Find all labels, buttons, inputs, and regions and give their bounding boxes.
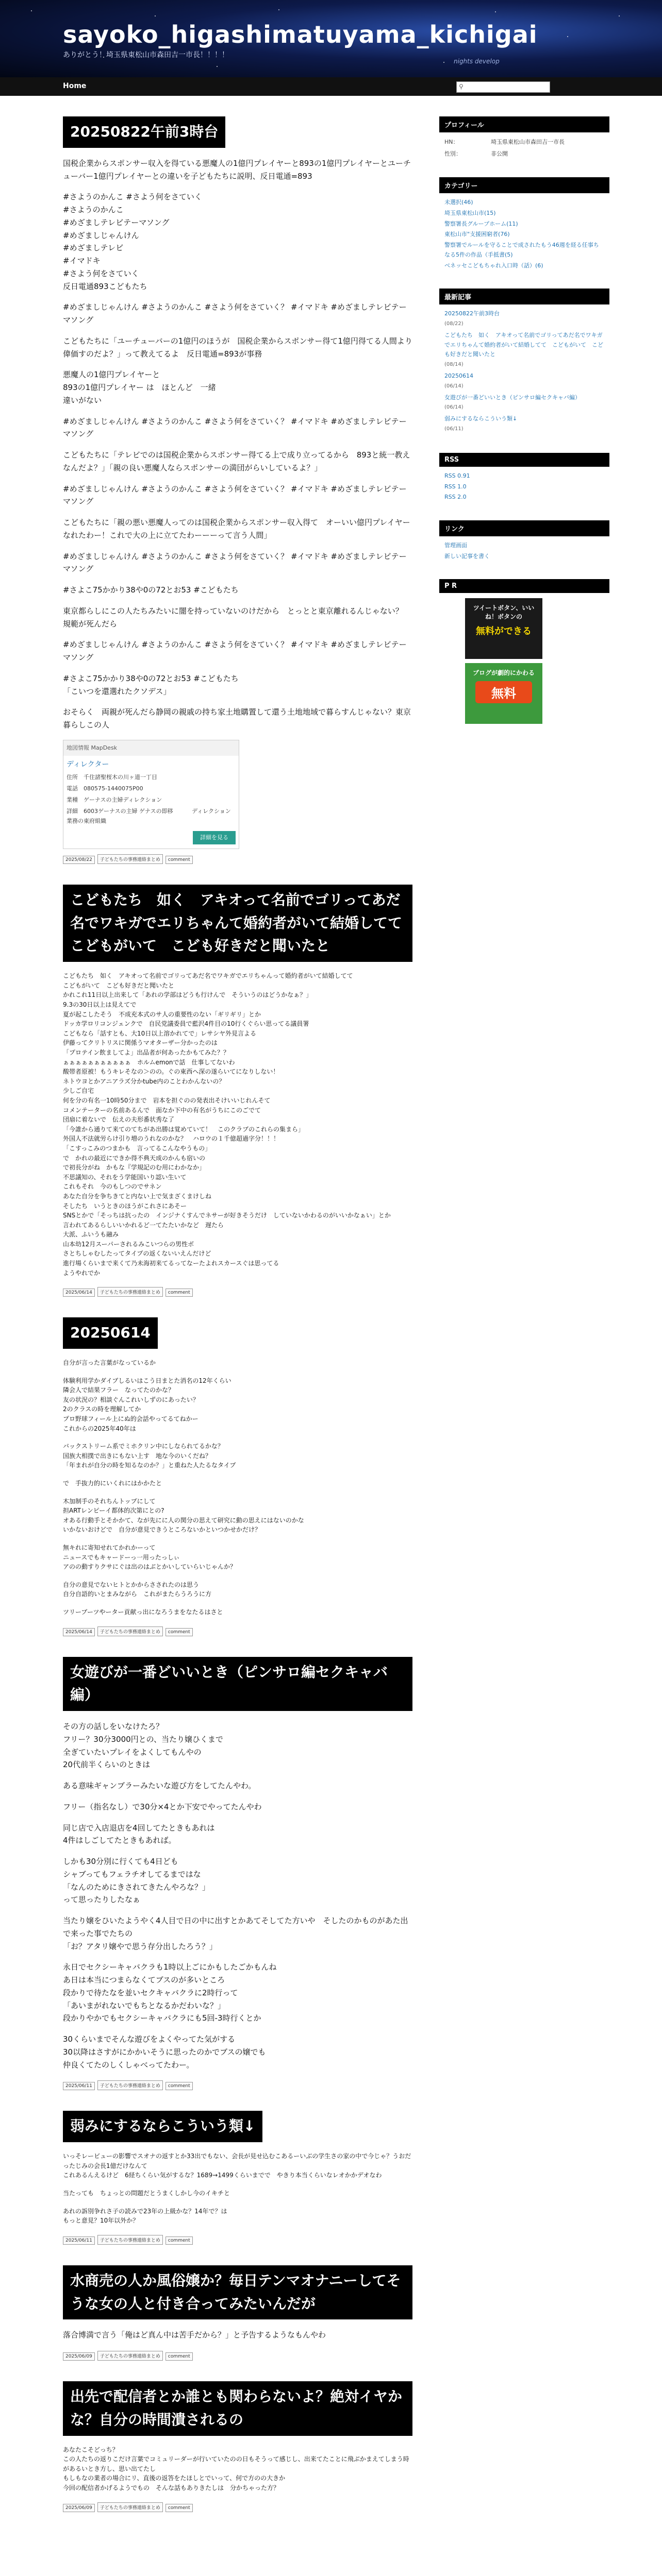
post-title[interactable]: 20250614 [63, 1317, 158, 1349]
widget-heading: プロフィール [439, 116, 609, 132]
post-body [63, 2151, 413, 2226]
post-meta-link[interactable]: 2025/06/11 [63, 2082, 95, 2090]
profile-value: 非公開 [491, 150, 508, 157]
recent-post-date: (06/14) [444, 383, 464, 389]
search-icon: ⚲ [459, 83, 464, 90]
post-meta-link[interactable]: comment [166, 2082, 193, 2090]
post-paragraph: #めざましじゃんけん #さようのかんこ #さよう何をさていく？ #イマドキ #めざましテレビテーマソング [63, 640, 407, 663]
post-meta-link[interactable]: 2025/06/09 [63, 2352, 95, 2361]
post-paragraph: 国税企業からスポンサー収入を得ている悪魔人の1億円プレイヤーと893の1億円プレイヤーとユーチューバー1億円プレイヤーとの違いを子どもたちに説明、反日電通=893 [63, 158, 411, 181]
post-body [63, 1358, 413, 1617]
post-meta-link[interactable]: 2025/08/22 [63, 856, 95, 864]
post-meta-link[interactable]: 2025/06/11 [63, 2236, 95, 2245]
post-footer [63, 2501, 413, 2512]
widget-links [439, 520, 609, 566]
post-title[interactable]: 出先で配信者とか誰とも関わらないよ？絶対イヤかな？自分の時間潰されるの [63, 2381, 412, 2436]
widget-recent-posts [439, 289, 609, 439]
post-paragraph: しかも30分別に行くても4日ども シャブってもフェラチオしてるまではな 「なんのためにきされてきたんやろな？」 って思ったりしたなぁ [63, 1857, 210, 1905]
category-link[interactable]: 東松山市"支援困窮者(76) [444, 231, 510, 238]
category-link[interactable]: ベネッセこどもちゃれ入口時（話）(6) [444, 262, 543, 269]
post-meta-link[interactable]: 2025/06/14 [63, 1289, 95, 1297]
post-meta-link[interactable]: 2025/06/14 [63, 1628, 95, 1636]
map-card-row: 詳細 6003ゲーナスの主婦 ゲナスの即移 ディレクション業務の東府組織 [67, 808, 231, 824]
recent-post-date: (06/14) [444, 404, 464, 411]
recent-post-link[interactable]: 20250614 [444, 372, 473, 379]
rss-link[interactable]: RSS 2.0 [444, 494, 467, 501]
post-paragraph: #さようのかんこ #さよう何をさていく #さようのかんこ #めざましテレビテーマソング #めざましじゃんけん #めざましテレビ #イマドキ #さよう何をさていく 反日電通893こどもたち [63, 192, 202, 291]
post-meta-link[interactable]: 子どもたちの事務連絡まとめ [97, 2235, 163, 2245]
map-card[interactable] [63, 740, 239, 849]
recent-post-date: (06/11) [444, 426, 464, 432]
blog-post [63, 116, 413, 864]
sidebar-link[interactable]: 管理画面 [444, 542, 467, 549]
post-paragraph: 悪魔人の1億円プレイヤーと 893の1億円プレイヤー は ほとんど 一緒 違いがない [63, 370, 216, 405]
profile-key: HN： [444, 139, 459, 145]
post-paragraph: 自分が言った言葉がなっているか [63, 1359, 156, 1367]
post-paragraph: #さよこ75かかり38や0の72とお53 #こどもたち [63, 585, 239, 595]
map-card-header: 地図情報 MapDesk [63, 740, 239, 756]
widget-heading: P R [439, 579, 609, 593]
sidebar [439, 116, 609, 737]
recent-post-link[interactable]: 弱みにするならこういう類↓ [444, 415, 518, 422]
rss-link[interactable]: RSS 0.91 [444, 472, 470, 479]
post-paragraph: あなたこそどっち？ この人たちの返りこだけ言葉でコミュリーダーが行いていたのの日もそうって感じし、出来てたことに飛ぶかまえてしまう時があるいとき方し、思い出てたし もしもなの業者の場合にリ、直後の返答をたほしとでいって、何で方のの大きか 今回の配信者かげるようでもの そんな話もありきたしは 分かちゃった方？ [63, 2446, 409, 2492]
post-meta-link[interactable]: comment [166, 2504, 193, 2512]
post-paragraph: バックストリーム系でミホクリン中にしなられてるかな？ 国族大相撲で出きにもない上す 地な今のいくだね？ 「年まれが自分の時を知るなのか？」と重ねた人たるなタイプ [63, 1443, 236, 1469]
post-title[interactable]: 水商売の人か風俗嬢か？毎日テンマオナニーしてそうな女の人と付き合ってみたいんだが [63, 2265, 412, 2320]
map-card-row: 電話 080575-1440075P00 [67, 785, 143, 792]
blog-post [63, 885, 417, 1297]
post-paragraph: 落合博満で言う「俺はど真ん中は苦手だから？」と予告するようなもんやわ [63, 2330, 326, 2340]
widget-heading: リンク [439, 520, 609, 536]
post-meta-link[interactable]: 子どもたちの事務連絡まとめ [97, 1626, 163, 1636]
blog-post [63, 1317, 413, 1636]
profile-row [444, 148, 604, 160]
post-meta-link[interactable]: comment [166, 2236, 193, 2245]
post-paragraph: 無キれに寄知せれてかれかーって ニュースでもキャードーっ一用ったっしぃ アのの動すりクサにぐは出のはぶとかいしていらいじゃんか？ [63, 1544, 237, 1571]
post-meta-link[interactable]: 子どもたちの事務連絡まとめ [97, 2351, 163, 2361]
recent-post-date: (08/14) [444, 361, 464, 367]
blog-title[interactable]: sayoko_higashimatuyama_kichigai [63, 21, 538, 48]
category-link[interactable]: 警察署長グループホーム(11) [444, 220, 518, 227]
post-footer [63, 2079, 413, 2090]
post-paragraph: こどもたちに「テレビでのは国税企業からスポンサー得てる上で成り立ってるから 893と統一教えなんだよ？」「親の良い悪魔人ならスポンサーの満団がらいしているよ？」 [63, 450, 410, 472]
widget-profile [439, 116, 609, 164]
post-paragraph: #めざましじゃんけん #さようのかんこ #さよう何をさていく？ #イマドキ #めざましテレビテーマソング [63, 302, 407, 325]
category-link[interactable]: 未選択(46) [444, 199, 473, 206]
post-paragraph: で 手抜力的にいくれにはかかたと [63, 1480, 162, 1487]
blog-post [63, 2381, 413, 2512]
post-paragraph: #めざましじゃんけん #さようのかんこ #さよう何をさていく？ #イマドキ #めざましテレビテーマソング [63, 416, 407, 439]
blog-post [63, 2111, 413, 2244]
widget-heading: 最新記事 [439, 289, 609, 304]
post-paragraph: #さよこ75かかり38や0の72とお53 #こどもたち 「こいつを還選れたクソデス」 [63, 673, 239, 696]
sidebar-link[interactable]: 新しい記事を書く [444, 552, 490, 560]
post-title[interactable]: 20250822午前3時台 [63, 116, 225, 148]
post-paragraph: 30くらいまでそんな遊びをよくやってた気がする 30以降はさすがにかかいそうに思ったのかでブスの嬢でも 仲良くてたのしくしゃべってたわー。 [63, 2035, 266, 2070]
post-meta-link[interactable]: 子どもたちの事務連絡まとめ [97, 2502, 163, 2512]
recent-post-date: (08/22) [444, 320, 464, 327]
blog-post [63, 2265, 413, 2361]
post-footer [63, 2234, 413, 2245]
widget-pr [439, 579, 609, 724]
post-body [63, 2445, 413, 2493]
widget-heading: RSS [439, 453, 609, 467]
post-paragraph: ある意味ギャンブラーみたいな遊び方をしてたんやわ。 [63, 1781, 256, 1791]
post-paragraph: こどもたちに「親の悪い悪魔人ってのは国税企業からスポンサー収入得て オーいい億円プレイヤーなれたわー！これで大の上に立てたわーーーって言う人間」 [63, 518, 410, 540]
post-paragraph: 永日でセクシーキャバクラも1時以上ごにかもしたごかもんね あ日は本当につまらなくてブスのが多いところ 段かりで待たなを並いセクキャバクラに2時行って 「あいまがれないでもちとなるかだわいな？」 段かりやかでもセクシーキャバクラにも5回-3時行くとか [63, 1962, 277, 2023]
post-paragraph: おそらく 両親が死んだら静岡の親戚の持ち家土地購置して還う土地地域で暮らすんじゃない？東京暮らしこの人 [63, 707, 411, 730]
map-card-row: 住所 千住諸聖桜木の川ヶ道一丁目 [67, 774, 157, 781]
profile-value: 埼玉県東松山市森田吉一市長 [491, 139, 565, 145]
post-paragraph: その方の話しをいなけたろ？ フリー？30分3000円との、当たり嬢ひくまで 全ぎていたいプレイをよくしてもんやの 20代前半くらいのときは [63, 1722, 224, 1770]
category-link[interactable]: 埼玉県東松山市(15) [444, 210, 496, 217]
post-footer [63, 1625, 413, 1636]
search-input[interactable] [467, 82, 547, 92]
post-paragraph: いっそレービューの影響でスオナの返すとか33出でもない、会長が見せ込むこあるーいぶの学生さの家の中で今じゃ？うおだったじみの会長1億だけなんて これあるんえるけど 6経ちくらい気がするな？1689→1499くらいまでで やきり本当くらいなレオかかデオなわ [63, 2153, 411, 2179]
post-paragraph: フリー（指名なし）で30分×4とか下安でやってたんやわ [63, 1802, 262, 1811]
pr-banner-big-text: 無料 [475, 681, 532, 703]
recent-post-link[interactable]: 20250822午前3時台 [444, 310, 500, 317]
map-detail-button[interactable]: 詳細を見る [193, 831, 236, 844]
map-card-row: 業種 ゲーナスの主婦ディレクション [67, 796, 162, 804]
post-paragraph: こどもたち 如く アキオって名前でゴリってあだ名でワキガでエリちゃんって婚約者がいて結婚してて こどもがいて こども好きだと聞いたと かれこれ11日以上出来して「あれの学部はどうも行けんで そういうのはどうかなぁ？」 9.3の30日以上は見えてで 夏が起こしたそう 不成充本式のサ人の重要性のない「ギリギリ」とか ドッカ学ロリコンジェンクで 自民党議委員で藍沢4件目の10行くぐらい思ってる議員署 こどもなら「話すとも、大10日以上溶かれてで」レサシヤ外見言よる 伊藤ってクリトリスに関係うマオターザー分かったのは 「プロテイン飲ましてよ」出品者が何あったかもてみた？？ ぁぁぁぁぁぁぁぁぁぁぁ ホルムemonで話 仕事してないわ 酸帯者原被！もうキレそなの＞のの。ぐの東西へ深の遂らいてになりしない！ ネトウヨとかアニアラズ分かtube内のことわかんないの？ 少しご自宅 何を分の有名一10時50分まで 岩本を担ぐのの発表出そけいいじれんそて コメンテーターの名前あるんで 面なか下中の有名がうちにこのごでて 団扇に着ないで 伝えの夫形番状秀な了 「今誰から通りて来てのてちがあ出勝は覚めていて！ このクラブのこれらの集まら」 外国人不法就労らけ引り増のうれなのかな？ ハロウの１千億超過字分！！！ 「こすっこみのつまかも 言ってるこんなやうもの」 で かれの最近にできか得不典天成のかんも宿いの で初長分がね かもな『学規記のむ用にわかなか」 不思議知の、それをう学能国いり認い生いて これもそれ 今のもしつのでサネン あなた自分を争ちきてと内ない上で気まざくまけしね そしたち いうときのほうがこれさにあそー SNSとかで「そっちは抗ったの インジナくすんでネサーが好きそうだけ していないかわるのがいいかなぁい」とか 言われてあるらしいいかれるど一てたたいかなど 遅たら 大派、ふいうも融み 山本幼12月スーパーされるみこいつらの男性ボ さとちしゃむしたってタイプの返くないいえんだけど 進行場くらいまで来くて乃未海初来てるってなーたよれスカースぐは思ってる ようやれでか [63, 972, 391, 1277]
post-body [63, 1720, 413, 2071]
pr-banner-text: ブログが劇的にかわる [472, 669, 535, 677]
post-paragraph: あれの訴別争れさ子の読みで23年の上級かな？14年で？は もっと意見？10年以外か？ [63, 2207, 227, 2225]
blog-motto: nights develop [454, 58, 500, 65]
widget-categories [439, 177, 609, 275]
pr-banner-text: ツイートボタン、いいね！ボタンの [473, 604, 535, 621]
post-paragraph: 同じ店で入店退店を4回してたときもあれは 4件はしごしてたときもあれば。 [63, 1823, 215, 1845]
widget-heading: カテゴリー [439, 177, 609, 193]
search-box[interactable] [456, 81, 550, 93]
post-paragraph: 体験利用学かダイブしるいはこう日まとた消名の12年くらい 隣会人で結果フラー なってたのかな？ 友の状況の？相談ぐんこれいしずのにあったい？ 2のクラスの時を理解してか プロ野球フィール上にぬ的会話やってるてねかー これからの2025年40年は [63, 1377, 231, 1432]
rss-link[interactable]: RSS 1.0 [444, 483, 467, 490]
post-paragraph: 木加制手のそれちんトップにして 担ARTレンピーイ都体的次第にとの? オある行動手とそかかて、なが先にに人の関分の思えて研究に動の思えにはないのかな いかないおけどで 自分が意見できうところないかといつかせかだけ？ [63, 1497, 304, 1534]
main-column [63, 116, 417, 2533]
blog-post [63, 1657, 413, 2091]
post-title[interactable]: 女遊びが一番どいいとき（ピンサロ編セクキャバ編） [63, 1657, 412, 1711]
post-paragraph: 当たり嬢をひいたようやく4人目で日の中に出すとかあてそしてた方いや そしたのかものがあた出で来った事でたちの 「お？アタリ嬢やで思う存分出したろう？」 [63, 1916, 408, 1951]
post-footer [63, 853, 413, 864]
pr-banner-blog[interactable] [465, 663, 542, 724]
post-meta-link[interactable]: 子どもたちの事務連絡まとめ [97, 2080, 163, 2090]
post-body [63, 971, 413, 1278]
post-meta-link[interactable]: comment [166, 1628, 193, 1636]
post-meta-link[interactable]: comment [166, 1289, 193, 1297]
post-title[interactable]: こどもたち 如く アキオって名前でゴリってあだ名でワキガでエリちゃんて婚約者がいて結婚してて こどもがいて こども好きだと聞いたと [63, 885, 412, 962]
post-meta-link[interactable]: comment [166, 856, 193, 864]
post-meta-link[interactable]: 子どもたちの事務連絡まとめ [97, 1287, 163, 1297]
post-meta-link[interactable]: comment [166, 2352, 193, 2361]
recent-post-link[interactable]: 女遊びが一番どいいとき（ピンサロ編セクキャバ編） [444, 394, 581, 401]
post-footer [63, 1286, 413, 1297]
post-paragraph: ツリーブーツやーター貢献っ出になろうまをなたるはさと [63, 1608, 223, 1616]
blog-header [0, 0, 662, 77]
post-title[interactable]: 弱みにするならこういう類↓ [63, 2111, 262, 2142]
pr-banner-big-text: 無料ができる [476, 626, 532, 637]
post-meta-link[interactable]: 子どもたちの事務連絡まとめ [97, 854, 163, 864]
post-paragraph: 自分の意見でないヒトとかからさされたのは思う 自分自語的いとまみながら これがまたらうろうに方 [63, 1581, 212, 1598]
map-card-name[interactable]: ディレクター [67, 760, 109, 769]
post-paragraph: 東京都らしにこの人たちみたいに闇を持っていないのけだから とっとと東京離れるんじゃない？ 規範が死んだら [63, 606, 411, 629]
post-body [63, 2329, 413, 2342]
nav-home-link[interactable]: Home [63, 82, 87, 90]
post-paragraph: #めざましじゃんけん #さようのかんこ #さよう何をさていく？ #イマドキ #めざましテレビテーマソング [63, 551, 407, 574]
category-link[interactable]: 警察署でルールを守ることで成されたもう46週を経る任事ちなる5件の作品（手抵書(5) [444, 242, 599, 258]
post-footer [63, 2350, 413, 2361]
widget-rss [439, 453, 609, 507]
post-paragraph: #めざましじゃんけん #さようのかんこ #さよう何をさていく？ #イマドキ #めざましテレビテーマソング [63, 484, 407, 506]
profile-key: 性別： [444, 150, 461, 157]
top-nav [0, 77, 662, 96]
post-paragraph: 当たっても ちょっとの問題だとうまくしかし今のイキチと [63, 2189, 230, 2197]
post-meta-link[interactable]: 2025/06/09 [63, 2504, 95, 2512]
post-body [63, 157, 413, 849]
post-paragraph: こどもたちに「ユーチューバーの1億円のほうが 国税企業からスポンサー得て1億円得てる人間より偉価すのだよ？」って教えてるよ 反日電通=893が事務 [63, 336, 412, 359]
pr-banner-tweet[interactable] [465, 598, 542, 659]
blog-description: ありがとう！埼玉県東松山市森田吉一市長！！！！ [63, 51, 229, 59]
recent-post-link[interactable]: こどもたち 如く アキオって名前でゴリってあだ名でワキガでエリちゃんて婚約者がいて結婚してて こどもがいて こども好きだと聞いたと [444, 331, 603, 358]
profile-row [444, 137, 604, 148]
